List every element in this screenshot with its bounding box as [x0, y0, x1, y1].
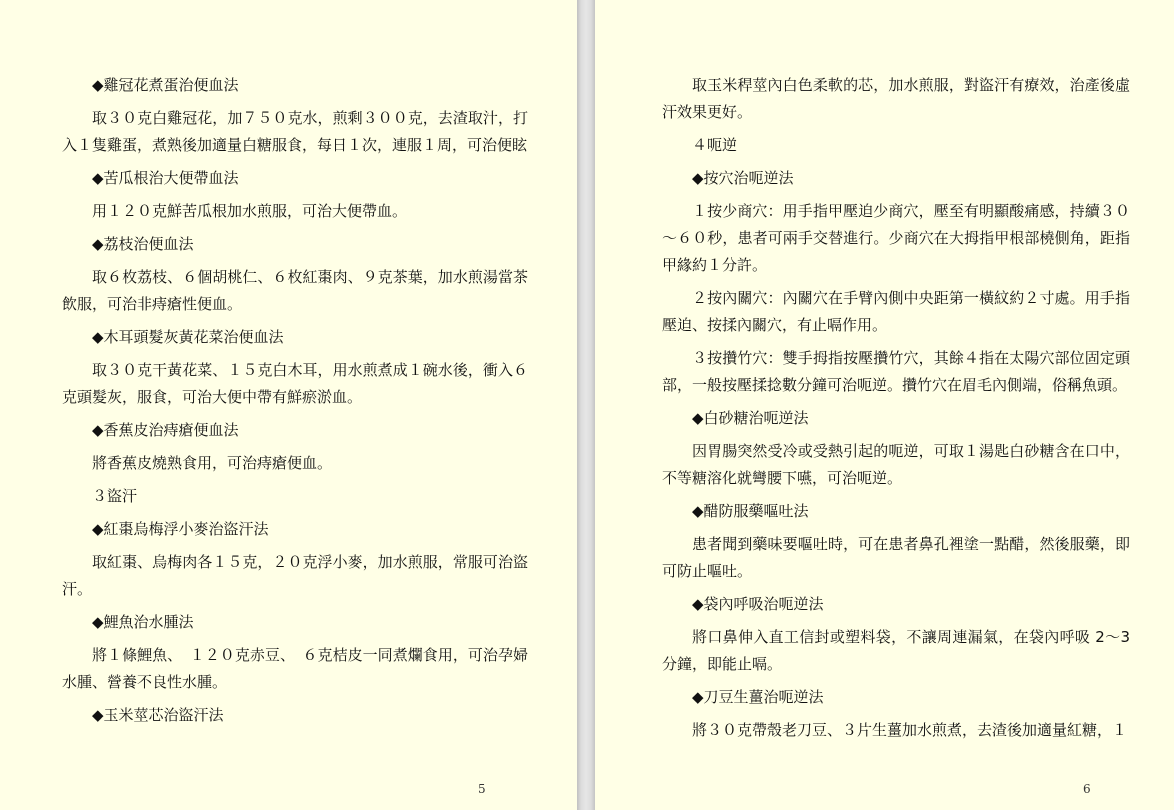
section-heading: ◆香蕉皮治痔瘡便血法	[92, 421, 239, 439]
body-paragraph: 將３０克帶殼老刀豆、３片生薑加水煎煮，去渣後加適量紅糖，１	[692, 721, 1128, 739]
section-heading: ４呃逆	[692, 136, 738, 154]
body-paragraph: ２按內關穴：內關穴在手臂內側中央距第一橫紋約２寸處。用手指壓迫、按揉內關穴，有止嗝作用。	[662, 289, 1130, 334]
section-heading: ◆紅棗烏梅浮小麥治盜汗法	[92, 520, 269, 538]
page-number: 6	[1083, 782, 1091, 796]
body-paragraph: 用１２０克鮮苦瓜根加水煎服，可治大便帶血。	[92, 202, 408, 220]
body-paragraph: 將香蕉皮燒熟食用，可治痔瘡便血。	[92, 454, 333, 472]
section-heading: ◆鯉魚治水腫法	[92, 613, 194, 631]
body-paragraph: 取３０克白雞冠花，加７５０克水，煎剩３００克，去渣取汁，打入１隻雞蛋，煮熟後加適量白糖服食，每日１次，連服１周，可治便眩	[62, 109, 528, 154]
body-paragraph: 取玉米稈莖內白色柔軟的芯，加水煎服，對盜汗有療效，治產後虛汗效果更好。	[662, 76, 1130, 121]
section-heading: ◆荔枝治便血法	[92, 235, 194, 253]
section-heading: ◆白砂糖治呃逆法	[692, 409, 809, 427]
body-paragraph: 取６枚荔枝、６個胡桃仁、６枚紅棗肉、９克茶葉，加水煎湯當茶飲服，可治非痔瘡性便血。	[62, 268, 528, 313]
page-right-content	[662, 72, 1130, 750]
body-paragraph: 患者聞到藥味要嘔吐時，可在患者鼻孔裡塗一點醋，然後服藥，即可防止嘔吐。	[662, 535, 1130, 580]
section-heading: ◆按穴治呃逆法	[692, 169, 794, 187]
section-heading: ◆醋防服藥嘔吐法	[692, 502, 809, 520]
page-left	[0, 0, 577, 810]
page-number: 5	[478, 782, 486, 796]
section-heading: ◆玉米莖芯治盜汗法	[92, 706, 224, 724]
section-heading: ◆雞冠花煮蛋治便血法	[92, 76, 239, 94]
section-heading: ◆袋內呼吸治呃逆法	[692, 595, 824, 613]
body-paragraph: 因胃腸突然受冷或受熱引起的呃逆，可取１湯匙白砂糖含在口中，不等糖溶化就彎腰下嚥，可治呃逆。	[662, 442, 1130, 487]
section-heading: ◆苦瓜根治大便帶血法	[92, 169, 239, 187]
page-right	[595, 0, 1174, 810]
page-gutter	[577, 0, 595, 810]
section-heading: ◆刀豆生薑治呃逆法	[692, 688, 824, 706]
section-heading: ◆木耳頭髮灰黃花菜治便血法	[92, 328, 284, 346]
body-paragraph: 將１條鯉魚、 １２０克赤豆、 ６克桔皮一同煮爛食用，可治孕婦水腫、營養不良性水腫。	[62, 646, 528, 691]
body-paragraph: ３按攢竹穴：雙手拇指按壓攢竹穴，其餘４指在太陽穴部位固定頭部，一般按壓揉捻數分鐘可治呃逆。攢竹穴在眉毛內側端，俗稱魚頭。	[662, 349, 1130, 394]
body-paragraph: 取３０克干黃花菜、１５克白木耳，用水煎煮成１碗水後，衝入６克頭髮灰，服食，可治大便中帶有鮮瘀淤血。	[62, 361, 528, 406]
body-paragraph: 取紅棗、烏梅肉各１５克，２０克浮小麥，加水煎服，常服可治盜汗。	[62, 553, 528, 598]
body-paragraph: １按少商穴：用手指甲壓迫少商穴，壓至有明顯酸痛感，持續３０～６０秒，患者可兩手交替進行。少商穴在大拇指甲根部橈側角，距指甲緣約１分許。	[662, 202, 1130, 274]
body-paragraph: 將口鼻伸入直工信封或塑料袋，不讓周連漏氣，在袋內呼吸 2～3 分鐘，即能止嗝。	[662, 628, 1130, 673]
page-left-content	[62, 72, 528, 735]
section-heading: ３盜汗	[92, 487, 138, 505]
